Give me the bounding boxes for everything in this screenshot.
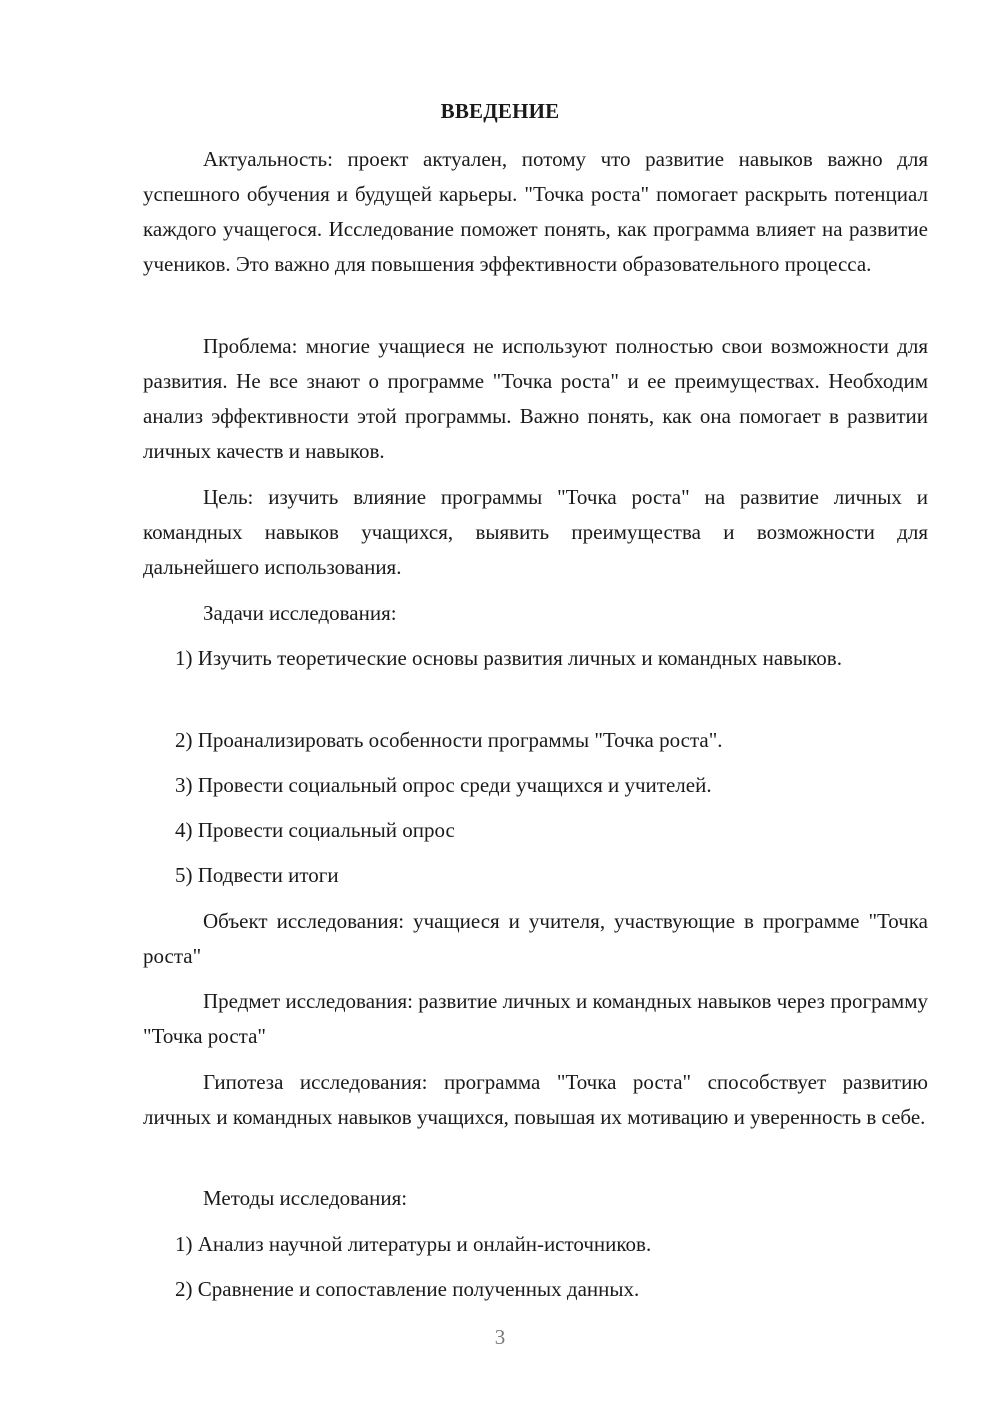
section-title: ВВЕДЕНИЕ	[440, 99, 560, 123]
page-number: 3	[494, 1325, 506, 1349]
subject-paragraph: Предмет исследования: развитие личных и командных навыков через программу "Точка роста"	[143, 989, 928, 1048]
tasks-heading: Задачи исследования:	[203, 601, 397, 625]
method-item-2: 2) Сравнение и сопоставление полученных данных.	[175, 1277, 640, 1301]
task-item-3: 3) Провести социальный опрос среди учащихся и учителей.	[175, 773, 712, 797]
methods-heading: Методы исследования:	[203, 1186, 408, 1210]
object-paragraph: Объект исследования: учащиеся и учителя, участвующие в программе "Точка роста"	[143, 909, 928, 968]
relevance-paragraph: Актуальность: проект актуален, потому что развитие навыков важно для успешного обучения и будущей карьеры. "Точка роста" помогает раскрыть потенциал каждого учащегося. Исследование поможет понять, как программа влияет на развитие учеников. Это важно для повышения эффективности образовательного процесса.	[143, 147, 928, 276]
task-item-5: 5) Подвести итоги	[175, 863, 339, 887]
goal-paragraph: Цель: изучить влияние программы "Точка роста" на развитие личных и командных навыков учащихся, выявить преимущества и возможности для дальнейшего использования.	[143, 485, 928, 579]
hypothesis-paragraph: Гипотеза исследования: программа "Точка роста" способствует развитию личных и командных навыков учащихся, повышая их мотивацию и уверенность в себе.	[143, 1070, 928, 1129]
task-item-1: 1) Изучить теоретические основы развития личных и командных навыков.	[175, 646, 842, 670]
task-item-2: 2) Проанализировать особенности программы "Точка роста".	[175, 728, 723, 752]
method-item-1: 1) Анализ научной литературы и онлайн-источников.	[175, 1232, 652, 1256]
problem-paragraph: Проблема: многие учащиеся не используют полностью свои возможности для развития. Не все знают о программе "Точка роста" и ее преимуществах. Необходим анализ эффективности этой программы. Важно понять, как она помогает в развитии личных качеств и навыков.	[143, 334, 928, 463]
task-item-4: 4) Провести социальный опрос	[175, 818, 455, 842]
